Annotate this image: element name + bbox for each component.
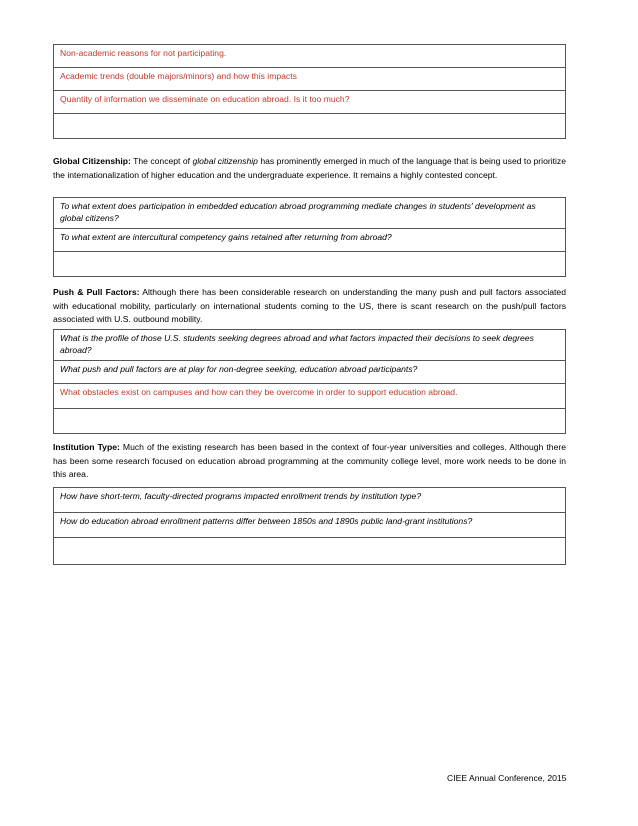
table-row <box>54 229 566 252</box>
paragraph-text: Much of the existing research has been based in the context of four-year universities and colleges. Although there has been some research focused on education abroad programming at the community college level, more work needs to be done in this area. <box>53 442 566 480</box>
table-cell-empty <box>54 409 566 434</box>
table-cell-empty <box>54 114 566 139</box>
section-heading: Push & Pull Factors: <box>53 287 140 297</box>
table-cell: Academic trends (double majors/minors) and how this impacts <box>54 68 566 91</box>
table-row <box>54 91 566 114</box>
table-institution-type <box>53 487 566 565</box>
institution-type-paragraph <box>53 441 566 482</box>
table-row <box>54 252 566 277</box>
table-cell: What is the profile of those U.S. students seeking degrees abroad and what factors impacted their decisions to seek degrees abroad? <box>54 330 566 361</box>
table-global-citizenship <box>53 197 566 277</box>
table-row <box>54 488 566 513</box>
table-cell: Non-academic reasons for not participating. <box>54 45 566 68</box>
table-row <box>54 198 566 229</box>
table-row <box>54 409 566 434</box>
table-row <box>54 384 566 409</box>
paragraph-italic: global citizenship <box>192 156 258 166</box>
table-cell: What push and pull factors are at play for non-degree seeking, education abroad participants? <box>54 361 566 384</box>
table-row <box>54 330 566 361</box>
table-row <box>54 114 566 139</box>
table-cell: To what extent are intercultural competency gains retained after returning from abroad? <box>54 229 566 252</box>
paragraph-text: Although there has been considerable research on understanding the many push and pull factors associated with educational mobility, particularly on international students coming to the US, there is scant research on the push/pull factors associated with U.S. outbound mobility. <box>53 287 566 325</box>
table-cell: How have short-term, faculty-directed programs impacted enrollment trends by institution type? <box>54 488 566 513</box>
table-row <box>54 68 566 91</box>
table-push-pull <box>53 329 566 434</box>
table-cell: How do education abroad enrollment patterns differ between 1850s and 1890s public land-grant institutions? <box>54 513 566 538</box>
push-pull-paragraph <box>53 286 566 327</box>
table-row <box>54 513 566 538</box>
table-non-academic <box>53 44 566 139</box>
global-citizenship-paragraph <box>53 155 566 182</box>
paragraph-text: The concept of <box>130 156 193 166</box>
table-cell-empty <box>54 538 566 565</box>
table-cell: To what extent does participation in embedded education abroad programming mediate changes in students' development as global citizens? <box>54 198 566 229</box>
table-row <box>54 538 566 565</box>
table-row <box>54 45 566 68</box>
table-cell-empty <box>54 252 566 277</box>
table-cell: What obstacles exist on campuses and how can they be overcome in order to support education abroad. <box>54 384 566 409</box>
section-heading: Institution Type: <box>53 442 120 452</box>
paragraph-text: has prominently emerged in much of the language that is being used to prioritize the internationalization of higher education and the undergraduate experience. It remains a highly contested concept. <box>53 156 566 180</box>
section-heading: Global Citizenship: <box>53 156 131 166</box>
page-footer: CIEE Annual Conference, 2015 <box>447 773 567 783</box>
table-cell: Quantity of information we disseminate on education abroad. Is it too much? <box>54 91 566 114</box>
table-row <box>54 361 566 384</box>
